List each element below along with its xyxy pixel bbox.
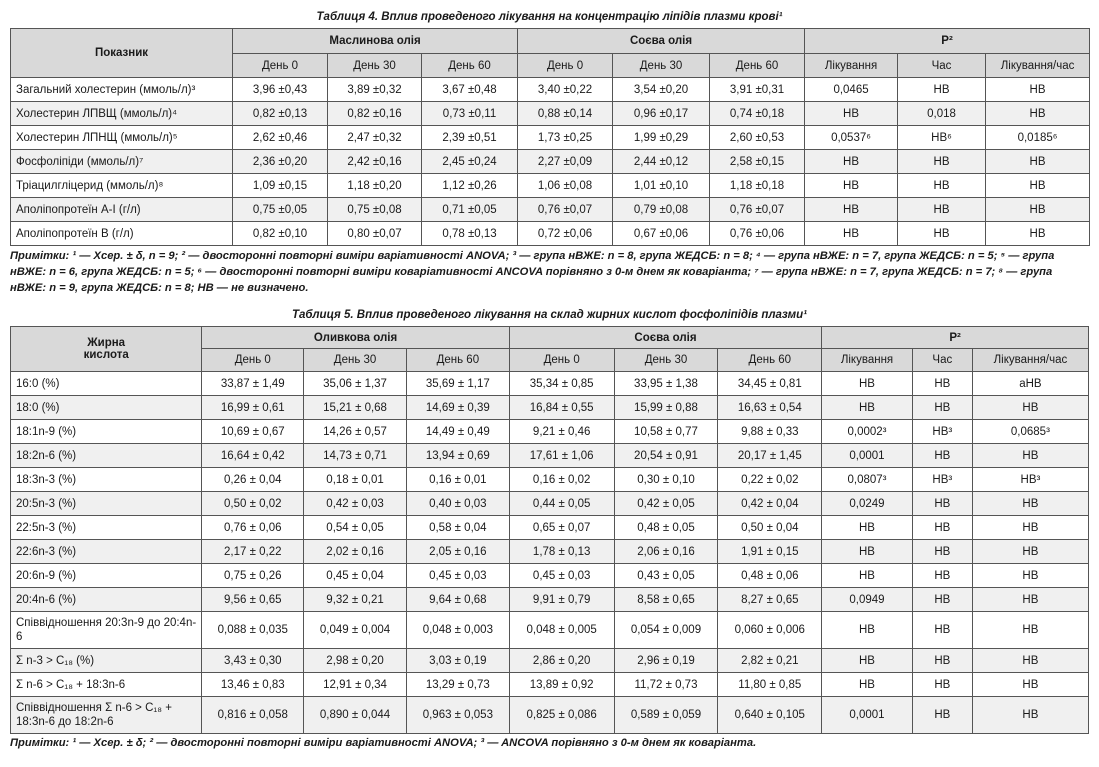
- table-cell: 0,048 ± 0,005: [509, 612, 614, 649]
- table-cell: 0,088 ± 0,035: [202, 612, 304, 649]
- table-cell: 2,05 ± 0,16: [406, 540, 509, 564]
- table-cell: 9,64 ± 0,68: [406, 588, 509, 612]
- table-row: [11, 540, 1089, 564]
- table-cell: 0,76 ±0,07: [518, 198, 613, 222]
- table-cell: 0,79 ±0,08: [613, 198, 710, 222]
- table5-header-acid: [11, 327, 202, 372]
- table-cell: 2,86 ± 0,20: [509, 649, 614, 673]
- table-cell: 0,50 ± 0,04: [718, 516, 822, 540]
- table-cell: НВ: [972, 649, 1088, 673]
- row-label: 18:1n-9 (%): [11, 420, 202, 444]
- table4-body: [11, 78, 1090, 246]
- table-cell: 2,45 ±0,24: [422, 150, 518, 174]
- table-cell: 1,18 ±0,18: [710, 174, 805, 198]
- table-cell: 16,64 ± 0,42: [202, 444, 304, 468]
- table-cell: 0,96 ±0,17: [613, 102, 710, 126]
- table-row: [11, 222, 1090, 246]
- table-row: [11, 420, 1089, 444]
- table-cell: 3,43 ± 0,30: [202, 649, 304, 673]
- table-cell: 20,17 ± 1,45: [718, 444, 822, 468]
- table-cell: 15,21 ± 0,68: [304, 396, 407, 420]
- table-cell: 1,99 ±0,29: [613, 126, 710, 150]
- table-cell: НВ: [805, 222, 898, 246]
- table-cell: НВ: [805, 150, 898, 174]
- table-cell: 0,0807³: [822, 468, 913, 492]
- table-cell: 3,89 ±0,32: [328, 78, 422, 102]
- table-cell: НВ: [972, 673, 1088, 697]
- table-cell: 0,75 ± 0,26: [202, 564, 304, 588]
- table-cell: НВ: [822, 540, 913, 564]
- table-cell: 0,0001: [822, 697, 913, 734]
- table-cell: 0,45 ± 0,03: [509, 564, 614, 588]
- table-cell: НВ³: [912, 468, 972, 492]
- table-cell: 0,82 ±0,10: [233, 222, 328, 246]
- table4-header-day0: День 0: [233, 54, 328, 78]
- table-cell: 0,0465: [805, 78, 898, 102]
- table-cell: НВ: [912, 697, 972, 734]
- table-cell: 14,69 ± 0,39: [406, 396, 509, 420]
- table-cell: НВ: [805, 174, 898, 198]
- table-cell: 0,963 ± 0,053: [406, 697, 509, 734]
- row-label: 22:6n-3 (%): [11, 540, 202, 564]
- table-cell: 15,99 ± 0,88: [614, 396, 718, 420]
- row-label: Холестерин ЛПНЩ (ммоль/л)⁵: [11, 126, 233, 150]
- row-label: Фосфоліпіди (ммоль/л)⁷: [11, 150, 233, 174]
- table-cell: 0,0001: [822, 444, 913, 468]
- table-cell: 9,56 ± 0,65: [202, 588, 304, 612]
- table4-header-time: Час: [898, 54, 986, 78]
- table-cell: 12,91 ± 0,34: [304, 673, 407, 697]
- table-cell: НВ: [912, 612, 972, 649]
- table5-header-day60: День 60: [406, 349, 509, 372]
- table-cell: НВ: [986, 78, 1090, 102]
- table-cell: 14,73 ± 0,71: [304, 444, 407, 468]
- table-cell: 13,29 ± 0,73: [406, 673, 509, 697]
- table-cell: 0,48 ± 0,06: [718, 564, 822, 588]
- table-cell: 9,88 ± 0,33: [718, 420, 822, 444]
- table-cell: 2,58 ±0,15: [710, 150, 805, 174]
- table-cell: 0,0685³: [972, 420, 1088, 444]
- table-cell: НВ: [972, 492, 1088, 516]
- table-cell: 2,44 ±0,12: [613, 150, 710, 174]
- table-row: [11, 673, 1089, 697]
- table4-caption: Таблиця 4. Вплив проведеного лікування на концентрацію ліпідів плазми крові¹: [316, 11, 783, 23]
- table-cell: 0,049 ± 0,004: [304, 612, 407, 649]
- table5-header-acid-line1: Жирна: [87, 337, 126, 349]
- table-cell: 1,78 ± 0,13: [509, 540, 614, 564]
- table-cell: 2,17 ± 0,22: [202, 540, 304, 564]
- table-cell: 2,98 ± 0,20: [304, 649, 407, 673]
- table-cell: 35,69 ± 1,17: [406, 372, 509, 396]
- table-cell: 16,99 ± 0,61: [202, 396, 304, 420]
- table-cell: 3,67 ±0,48: [422, 78, 518, 102]
- table5-header-time: Час: [912, 349, 972, 372]
- table-cell: НВ: [898, 174, 986, 198]
- table-cell: НВ: [912, 540, 972, 564]
- table4-header-indicator: Показник: [11, 29, 233, 78]
- table-cell: 33,87 ± 1,49: [202, 372, 304, 396]
- table-cell: 0,58 ± 0,04: [406, 516, 509, 540]
- table4-header-interaction: Лікування/час: [986, 54, 1090, 78]
- table-cell: 2,96 ± 0,19: [614, 649, 718, 673]
- table-cell: 34,45 ± 0,81: [718, 372, 822, 396]
- row-label: 20:6n-9 (%): [11, 564, 202, 588]
- table-cell: 2,06 ± 0,16: [614, 540, 718, 564]
- table-cell: 0,640 ± 0,105: [718, 697, 822, 734]
- table-cell: 0,75 ±0,05: [233, 198, 328, 222]
- table-cell: НВ: [822, 396, 913, 420]
- table-row: [11, 649, 1089, 673]
- row-label: 20:4n-6 (%): [11, 588, 202, 612]
- table-cell: 11,80 ± 0,85: [718, 673, 822, 697]
- table-cell: НВ³: [912, 420, 972, 444]
- table-cell: 13,94 ± 0,69: [406, 444, 509, 468]
- table-cell: 0,42 ± 0,03: [304, 492, 407, 516]
- table-cell: 1,01 ±0,10: [613, 174, 710, 198]
- table-cell: 2,42 ±0,16: [328, 150, 422, 174]
- table-cell: НВ: [972, 540, 1088, 564]
- table-cell: 13,89 ± 0,92: [509, 673, 614, 697]
- table5-header-treatment: Лікування: [822, 349, 913, 372]
- table5-caption: Таблиця 5. Вплив проведеного лікування на склад жирних кислот фосфоліпідів плазми¹: [292, 309, 807, 321]
- table-cell: НВ: [912, 649, 972, 673]
- table5-header-interaction: Лікування/час: [972, 349, 1088, 372]
- table-cell: 2,47 ±0,32: [328, 126, 422, 150]
- table-row: [11, 492, 1089, 516]
- table-cell: 0,018: [898, 102, 986, 126]
- table-cell: НВ: [805, 102, 898, 126]
- row-label: 18:2n-6 (%): [11, 444, 202, 468]
- table-cell: НВ: [822, 564, 913, 588]
- table-row: [11, 372, 1089, 396]
- table-cell: 0,78 ±0,13: [422, 222, 518, 246]
- table-cell: НВ: [972, 516, 1088, 540]
- table5-notes: Примітки: ¹ — Xсер. ± δ; ² — двосторонні повторні виміри варіативності ANOVA; ³ — ANCOVA порівняно з 0-м днем як коваріанта.: [10, 737, 757, 749]
- table-cell: 0,816 ± 0,058: [202, 697, 304, 734]
- table-cell: аНВ: [972, 372, 1088, 396]
- table4-header-day30: День 30: [613, 54, 710, 78]
- table-cell: 0,0537⁶: [805, 126, 898, 150]
- table-cell: 14,49 ± 0,49: [406, 420, 509, 444]
- row-label: Аполіпопротеїн А-І (г/л): [11, 198, 233, 222]
- table-cell: НВ: [912, 396, 972, 420]
- table-cell: 0,75 ±0,08: [328, 198, 422, 222]
- table-cell: НВ: [972, 612, 1088, 649]
- table-cell: 0,22 ± 0,02: [718, 468, 822, 492]
- table4-header-day0: День 0: [518, 54, 613, 78]
- table-cell: НВ: [822, 673, 913, 697]
- table-cell: НВ: [912, 588, 972, 612]
- table-row: [11, 396, 1089, 420]
- table-cell: 0,589 ± 0,059: [614, 697, 718, 734]
- table-cell: 20,54 ± 0,91: [614, 444, 718, 468]
- table-cell: 2,02 ± 0,16: [304, 540, 407, 564]
- table-cell: НВ⁶: [898, 126, 986, 150]
- table-row: [11, 174, 1090, 198]
- table-row: [11, 697, 1089, 734]
- row-label: Співвідношення 20:3n-9 до 20:4n-6: [11, 612, 202, 649]
- table-cell: НВ: [805, 198, 898, 222]
- row-label: Σ n-3 > C₁₈ (%): [11, 649, 202, 673]
- table-cell: 9,91 ± 0,79: [509, 588, 614, 612]
- table-row: [11, 468, 1089, 492]
- table-cell: НВ: [986, 150, 1090, 174]
- table-cell: НВ: [898, 150, 986, 174]
- table-cell: 0,88 ±0,14: [518, 102, 613, 126]
- table-cell: 0,30 ± 0,10: [614, 468, 718, 492]
- table-cell: 0,0002³: [822, 420, 913, 444]
- table-cell: 0,0249: [822, 492, 913, 516]
- table-cell: 0,82 ±0,13: [233, 102, 328, 126]
- table-cell: 8,27 ± 0,65: [718, 588, 822, 612]
- table-cell: 0,16 ± 0,01: [406, 468, 509, 492]
- table-cell: НВ: [972, 588, 1088, 612]
- table4-header-day60: День 60: [710, 54, 805, 78]
- table-cell: НВ: [986, 222, 1090, 246]
- row-label: 16:0 (%): [11, 372, 202, 396]
- table-cell: 1,18 ±0,20: [328, 174, 422, 198]
- table-cell: 0,65 ± 0,07: [509, 516, 614, 540]
- table5-header-day0: День 0: [202, 349, 304, 372]
- table-cell: 0,50 ± 0,02: [202, 492, 304, 516]
- table-cell: 0,54 ± 0,05: [304, 516, 407, 540]
- table4-header-p: P²: [805, 29, 1090, 54]
- row-label: 22:5n-3 (%): [11, 516, 202, 540]
- table-cell: 0,67 ±0,06: [613, 222, 710, 246]
- table4: [10, 28, 1090, 246]
- table-cell: НВ: [822, 372, 913, 396]
- table-cell: 3,54 ±0,20: [613, 78, 710, 102]
- table-row: [11, 150, 1090, 174]
- table-cell: НВ: [986, 198, 1090, 222]
- table-cell: 33,95 ± 1,38: [614, 372, 718, 396]
- table-row: [11, 516, 1089, 540]
- table4-header-treatment: Лікування: [805, 54, 898, 78]
- table-cell: 0,18 ± 0,01: [304, 468, 407, 492]
- table-cell: НВ: [912, 492, 972, 516]
- table5-header-p: P²: [822, 327, 1089, 349]
- table-cell: НВ: [898, 222, 986, 246]
- table5-header-day30: День 30: [304, 349, 407, 372]
- table-cell: 3,40 ±0,22: [518, 78, 613, 102]
- table-cell: 0,0949: [822, 588, 913, 612]
- table-cell: 0,42 ± 0,04: [718, 492, 822, 516]
- table-cell: 2,27 ±0,09: [518, 150, 613, 174]
- table-cell: 17,61 ± 1,06: [509, 444, 614, 468]
- table-row: [11, 444, 1089, 468]
- row-label: Загальний холестерин (ммоль/л)³: [11, 78, 233, 102]
- table-cell: 35,34 ± 0,85: [509, 372, 614, 396]
- table-cell: НВ: [912, 516, 972, 540]
- table4-header-group1: Маслинова олія: [233, 29, 518, 54]
- table5-header-day30: День 30: [614, 349, 718, 372]
- table-cell: 0,060 ± 0,006: [718, 612, 822, 649]
- table-row: [11, 78, 1090, 102]
- table-cell: НВ: [898, 78, 986, 102]
- table-cell: НВ: [986, 174, 1090, 198]
- row-label: Холестерин ЛПВЩ (ммоль/л)⁴: [11, 102, 233, 126]
- table-cell: 1,91 ± 0,15: [718, 540, 822, 564]
- table-cell: 0,45 ± 0,03: [406, 564, 509, 588]
- table-cell: 3,03 ± 0,19: [406, 649, 509, 673]
- table-cell: 1,12 ±0,26: [422, 174, 518, 198]
- table-cell: НВ: [822, 612, 913, 649]
- table-cell: 0,80 ±0,07: [328, 222, 422, 246]
- table-cell: 10,69 ± 0,67: [202, 420, 304, 444]
- table5-header-day60: День 60: [718, 349, 822, 372]
- table-cell: 0,76 ±0,06: [710, 222, 805, 246]
- table5-header-group1: Оливкова олія: [202, 327, 509, 349]
- table-cell: 3,91 ±0,31: [710, 78, 805, 102]
- table5-body: [11, 372, 1089, 734]
- table-cell: НВ: [912, 372, 972, 396]
- table-cell: НВ: [986, 102, 1090, 126]
- table-cell: 0,44 ± 0,05: [509, 492, 614, 516]
- table-cell: 0,82 ±0,16: [328, 102, 422, 126]
- table-cell: 0,72 ±0,06: [518, 222, 613, 246]
- table-cell: 0,43 ± 0,05: [614, 564, 718, 588]
- table-cell: 0,825 ± 0,086: [509, 697, 614, 734]
- table-cell: 0,76 ±0,07: [710, 198, 805, 222]
- table-cell: 14,26 ± 0,57: [304, 420, 407, 444]
- table-cell: 3,96 ±0,43: [233, 78, 328, 102]
- table4-header-day30: День 30: [328, 54, 422, 78]
- table-cell: 10,58 ± 0,77: [614, 420, 718, 444]
- table-cell: 13,46 ± 0,83: [202, 673, 304, 697]
- table-cell: 1,73 ±0,25: [518, 126, 613, 150]
- table-row: [11, 126, 1090, 150]
- table-cell: 11,72 ± 0,73: [614, 673, 718, 697]
- table4-notes: Примітки: ¹ — Хсер. ± δ, n = 9; ² — двосторонні повторні виміри варіативності ANOVA; ³ — група нВЖЕ: n = 8, група ЖЕДСБ: n = 8; ⁴ — група нВЖЕ: n = 7, група ЖЕДСБ: n = 5; ⁵ — група нВЖЕ: n = 6, група ЖЕДСБ: n = 5; ⁶ — двосторонні повторні виміри коваріативності ANCOVA порівняно з 0-м днем як коваріанта; ⁷ — група нВЖЕ: n = 7, група ЖЕДСБ: n = 7; ⁸ — група нВЖЕ: n = 9, група ЖЕДСБ: n = 8; НВ — не визначено.: [10, 250, 1055, 294]
- table-cell: НВ: [912, 444, 972, 468]
- table-cell: 35,06 ± 1,37: [304, 372, 407, 396]
- row-label: 20:5n-3 (%): [11, 492, 202, 516]
- table-cell: 0,73 ±0,11: [422, 102, 518, 126]
- table4-header-group2: Соєва олія: [518, 29, 805, 54]
- table-cell: 1,06 ±0,08: [518, 174, 613, 198]
- table-cell: 16,84 ± 0,55: [509, 396, 614, 420]
- table-row: [11, 612, 1089, 649]
- row-label: Тріацилгліцерид (ммоль/л)⁸: [11, 174, 233, 198]
- table-cell: НВ: [912, 564, 972, 588]
- table-cell: 2,62 ±0,46: [233, 126, 328, 150]
- table-cell: 0,048 ± 0,003: [406, 612, 509, 649]
- table-row: [11, 102, 1090, 126]
- table-cell: 0,40 ± 0,03: [406, 492, 509, 516]
- table-cell: 2,36 ±0,20: [233, 150, 328, 174]
- table-cell: 0,42 ± 0,05: [614, 492, 718, 516]
- row-label: 18:3n-3 (%): [11, 468, 202, 492]
- table-cell: 8,58 ± 0,65: [614, 588, 718, 612]
- table-cell: 2,60 ±0,53: [710, 126, 805, 150]
- table-cell: НВ³: [972, 468, 1088, 492]
- row-label: Σ n-6 > C₁₈ + 18:3n-6: [11, 673, 202, 697]
- table-cell: 1,09 ±0,15: [233, 174, 328, 198]
- table5-header-group2: Соєва олія: [509, 327, 821, 349]
- table5: [10, 326, 1089, 734]
- row-label: Співвідношення Σ n-6 > C₁₈ + 18:3n-6 до 18:2n-6: [11, 697, 202, 734]
- table-cell: 0,71 ±0,05: [422, 198, 518, 222]
- table-cell: 0,054 ± 0,009: [614, 612, 718, 649]
- row-label: Аполіпопротеїн В (г/л): [11, 222, 233, 246]
- table-cell: НВ: [972, 697, 1088, 734]
- table-row: [11, 564, 1089, 588]
- table-cell: 0,45 ± 0,04: [304, 564, 407, 588]
- table-row: [11, 198, 1090, 222]
- table4-header-day60: День 60: [422, 54, 518, 78]
- row-label: 18:0 (%): [11, 396, 202, 420]
- table-cell: 0,16 ± 0,02: [509, 468, 614, 492]
- table-cell: НВ: [822, 649, 913, 673]
- table-cell: НВ: [972, 444, 1088, 468]
- table-cell: НВ: [972, 564, 1088, 588]
- table-cell: 0,26 ± 0,04: [202, 468, 304, 492]
- table-cell: 0,890 ± 0,044: [304, 697, 407, 734]
- table-cell: 2,39 ±0,51: [422, 126, 518, 150]
- table5-header-day0: День 0: [509, 349, 614, 372]
- document-page: [10, 6, 1089, 751]
- table-cell: 2,82 ± 0,21: [718, 649, 822, 673]
- table-cell: 0,76 ± 0,06: [202, 516, 304, 540]
- table-cell: НВ: [822, 516, 913, 540]
- table-cell: 9,32 ± 0,21: [304, 588, 407, 612]
- table-cell: 0,74 ±0,18: [710, 102, 805, 126]
- table-cell: НВ: [972, 396, 1088, 420]
- table-cell: 0,48 ± 0,05: [614, 516, 718, 540]
- table-row: [11, 588, 1089, 612]
- table-cell: НВ: [898, 198, 986, 222]
- table-cell: 0,0185⁶: [986, 126, 1090, 150]
- table-cell: 16,63 ± 0,54: [718, 396, 822, 420]
- table5-header-acid-line2: кислота: [83, 349, 129, 361]
- table-cell: 9,21 ± 0,46: [509, 420, 614, 444]
- table-cell: НВ: [912, 673, 972, 697]
